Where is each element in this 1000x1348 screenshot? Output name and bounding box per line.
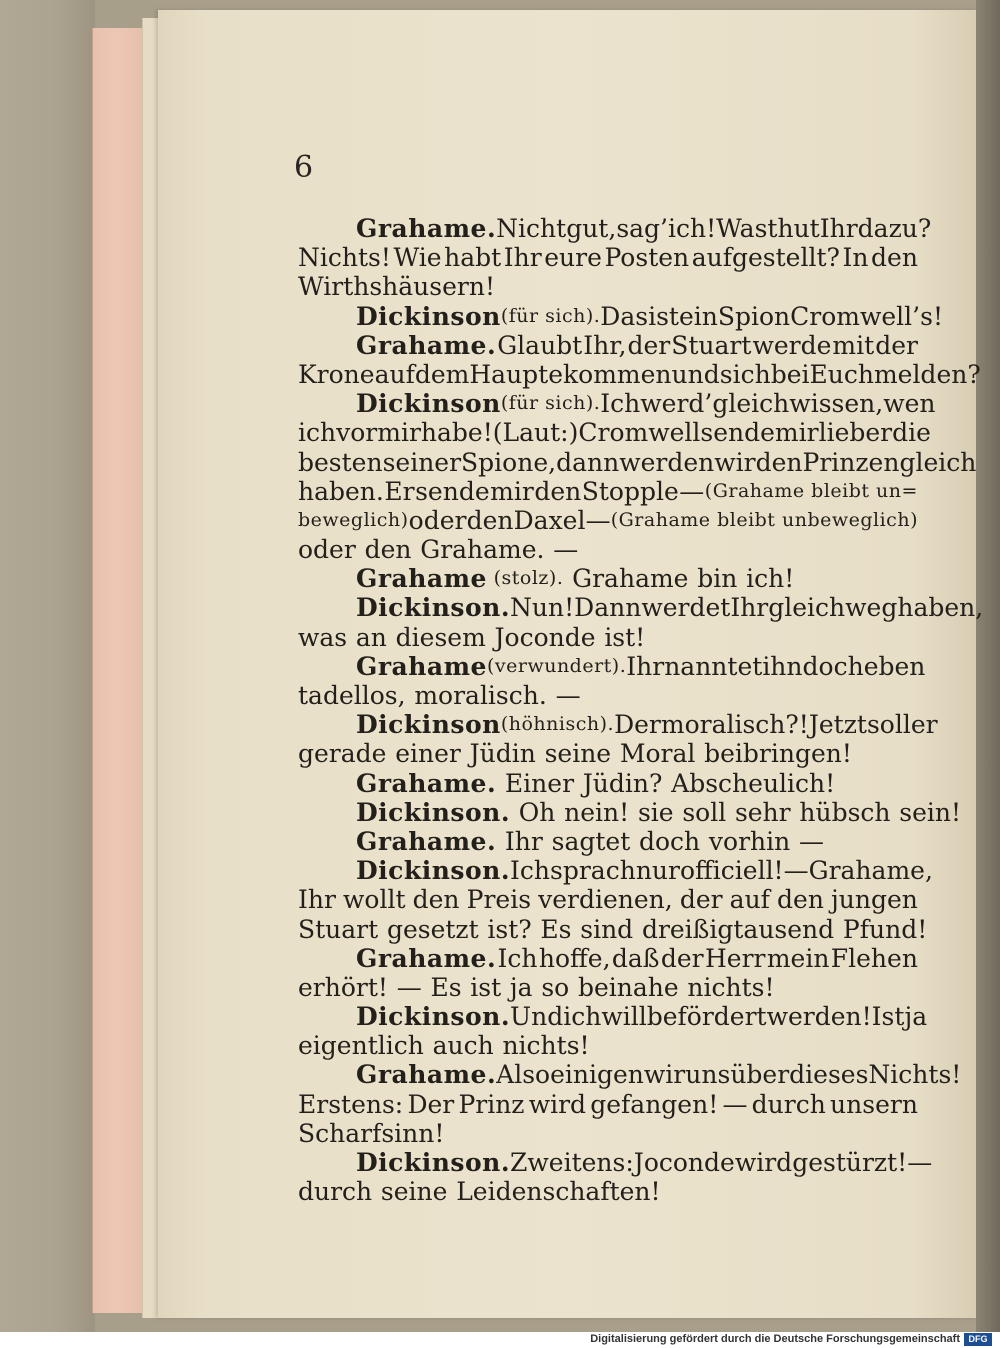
word: habe!: [420, 418, 493, 448]
text-line: [298, 243, 918, 272]
word: gleich: [768, 593, 846, 623]
speaker-name: Dickinson: [356, 301, 501, 331]
text-line: [298, 827, 918, 856]
word: sag’: [616, 214, 668, 243]
text-line: [298, 769, 918, 798]
text-line: [298, 710, 938, 740]
word: den: [755, 447, 803, 477]
word: Ich: [497, 943, 538, 973]
word: Leidenschaften!: [456, 1177, 661, 1207]
word: nanntet: [664, 651, 763, 681]
word: dazu?: [857, 214, 932, 243]
word: Nun!: [510, 593, 575, 623]
speaker-name: Dickinson: [356, 389, 501, 419]
word: dann: [556, 447, 620, 477]
word: Ist: [871, 1002, 905, 1032]
word: nein!: [564, 797, 630, 827]
text-line: [298, 623, 918, 652]
word: Das: [600, 301, 649, 331]
word: Erstens:: [298, 1089, 404, 1119]
word: wen: [883, 389, 936, 419]
word: gleich: [899, 447, 977, 477]
word: auch: [432, 1031, 494, 1061]
word: sende: [700, 418, 775, 448]
speaker-name: Grahame.: [356, 826, 497, 856]
word: kommen: [563, 359, 672, 389]
text-line: [298, 914, 928, 944]
word: gerade: [298, 739, 387, 769]
word: haben.: [298, 476, 384, 506]
word: hoffe,: [538, 943, 611, 973]
stage-direction: (für sich).: [500, 304, 601, 327]
word: den: [777, 885, 824, 915]
word: melden?: [873, 359, 981, 389]
word: Ich: [510, 856, 551, 886]
word: Pfund!: [842, 914, 928, 944]
word: Ihr: [730, 593, 769, 623]
text-line: [298, 651, 926, 681]
word: oder: [408, 505, 467, 535]
word: an: [355, 622, 387, 652]
funding-credit: Digitalisierung gefördert durch die Deutsche Forschungsgemeinschaft: [590, 1333, 960, 1345]
speaker-name: Dickinson.: [356, 1148, 511, 1177]
text-line: [298, 681, 918, 710]
word: Jüdin: [469, 739, 536, 769]
word: Der: [407, 1089, 455, 1119]
word: seine: [380, 1177, 448, 1207]
text-line: [298, 797, 962, 827]
word: den: [412, 885, 460, 915]
word: —: [555, 681, 581, 710]
word: nichts!: [687, 972, 775, 1002]
text-line: [298, 535, 918, 564]
text-line: [298, 944, 918, 973]
word: ein: [678, 301, 718, 331]
text-line: [298, 1119, 918, 1148]
text-line: [298, 389, 936, 419]
word: eure: [544, 243, 602, 273]
word: Grahame.: [420, 535, 545, 565]
word: mir: [377, 418, 421, 448]
text-line: [298, 856, 933, 886]
word: Stuart: [671, 330, 752, 360]
word: —: [396, 972, 422, 1002]
word: verdienen,: [538, 885, 673, 915]
word: gut,: [566, 214, 617, 243]
word: gefangen!: [590, 1089, 719, 1119]
word: officiell!: [679, 856, 784, 886]
word: uns: [685, 1060, 731, 1090]
text-line: [298, 1148, 933, 1177]
word: ja: [509, 972, 533, 1002]
word: Glaubt: [497, 330, 583, 360]
word: sein!: [899, 797, 962, 827]
text-line: [298, 973, 918, 1002]
book-gutter-edge: [976, 0, 1000, 1332]
word: Wie: [393, 243, 442, 273]
word: eigentlich: [298, 1031, 424, 1061]
word: daß: [611, 943, 660, 973]
word: —: [783, 856, 809, 886]
stage-direction: beweglich): [298, 508, 409, 531]
word: befördert: [646, 1002, 767, 1032]
word: sprach: [550, 856, 636, 886]
word: unsern: [830, 1089, 918, 1119]
word: ist!: [604, 622, 646, 652]
word: Spion: [717, 301, 791, 331]
page-number: 6: [294, 150, 314, 185]
word: soll: [682, 797, 727, 827]
word: will: [601, 1002, 647, 1032]
word: moralisch.: [414, 681, 547, 710]
word: Ihr: [626, 651, 665, 681]
word: lieber: [818, 418, 893, 448]
word: Haupte: [469, 359, 564, 389]
word: Cromwell: [578, 418, 701, 448]
word: über: [730, 1060, 790, 1090]
dfg-logo: DFG: [964, 1333, 992, 1346]
word: den: [466, 505, 514, 535]
text-line: [298, 359, 981, 389]
word: auf: [729, 885, 770, 915]
stage-direction: (höhnisch).: [500, 713, 615, 736]
word: Abscheulich!: [671, 768, 836, 798]
word: beinahe: [577, 972, 679, 1002]
word: Es: [430, 972, 462, 1002]
word: Stopple: [581, 476, 679, 506]
word: ist: [648, 301, 679, 331]
word: ihn: [762, 651, 803, 681]
word: ich!: [668, 214, 717, 243]
word: was: [298, 622, 348, 652]
page-text: [298, 214, 984, 1207]
text-line: [298, 272, 918, 301]
stage-direction: (stolz).: [493, 567, 564, 590]
word: doch: [802, 651, 864, 681]
word: beibringen!: [704, 739, 852, 769]
text-line: [298, 1177, 918, 1206]
word: —: [799, 826, 824, 856]
word: aufgestellt?: [691, 243, 840, 273]
word: der: [679, 885, 723, 915]
word: er: [910, 710, 938, 740]
word: Ihr: [504, 826, 543, 856]
word: mir: [774, 418, 819, 448]
word: sagtet: [551, 826, 631, 856]
word: Preis: [466, 885, 532, 915]
word: Grahame,: [808, 856, 933, 886]
word: die: [892, 418, 931, 448]
word: vorhin: [708, 826, 791, 856]
speaker-name: Grahame.: [356, 943, 497, 973]
footer-bar: [0, 1332, 1000, 1348]
text-line: [298, 214, 932, 243]
text-line: [298, 1060, 962, 1090]
word: mir: [490, 476, 534, 506]
word: (Laut:): [492, 418, 579, 448]
word: eben: [863, 651, 926, 681]
word: Also: [496, 1060, 551, 1090]
word: gesetzt: [386, 914, 479, 944]
word: seine: [544, 739, 612, 769]
word: —: [585, 505, 611, 535]
word: einer: [395, 739, 461, 769]
word: den: [364, 535, 412, 565]
word: Stuart: [298, 914, 379, 944]
word: Herr: [704, 943, 766, 973]
text-line: [298, 593, 984, 623]
word: Und: [510, 1002, 564, 1032]
word: auf: [374, 359, 415, 389]
word: gleich: [712, 389, 790, 419]
speaker-name: Grahame: [356, 564, 487, 594]
word: ist?: [487, 914, 532, 944]
word: ja: [904, 1002, 928, 1032]
word: Was: [716, 214, 768, 243]
speaker-name: Dickinson.: [356, 1002, 511, 1032]
word: dreißigtausend: [641, 914, 835, 944]
word: Oh: [518, 797, 556, 827]
word: soll: [866, 710, 911, 740]
speaker-name: Dickinson.: [356, 856, 511, 886]
word: Jetzt: [808, 710, 867, 740]
word: durch: [751, 1089, 826, 1119]
text-line: [298, 1090, 918, 1119]
word: vor: [336, 418, 378, 448]
word: dieses: [789, 1060, 869, 1090]
text-line: [298, 447, 977, 477]
word: Einer: [504, 768, 575, 798]
text-line: [298, 418, 931, 448]
text-line: [298, 1031, 918, 1060]
word: nur: [635, 856, 680, 886]
stage-direction: (Grahame bleibt un=: [704, 479, 918, 502]
word: Der: [614, 710, 661, 740]
word: habt: [444, 243, 502, 273]
word: so: [541, 972, 570, 1002]
text-line: [298, 1002, 928, 1032]
word: Ihr,: [583, 330, 627, 360]
word: werde: [752, 330, 832, 360]
word: bin: [697, 564, 738, 594]
word: Ihr: [298, 885, 336, 915]
word: sie: [637, 797, 674, 827]
text-line: [298, 331, 918, 360]
word: —: [907, 1148, 933, 1177]
word: der: [627, 330, 671, 360]
word: dem: [414, 359, 470, 389]
speaker-name: Grahame: [356, 651, 487, 681]
word: wird: [734, 1148, 793, 1177]
word: Moral: [619, 739, 696, 769]
word: besten: [298, 447, 383, 477]
word: thut: [767, 214, 820, 243]
speaker-name: Grahame.: [356, 768, 497, 798]
word: Grahame: [572, 564, 689, 594]
text-line: [298, 506, 918, 535]
word: sich: [719, 359, 771, 389]
word: Scharfsinn!: [298, 1118, 445, 1148]
word: bei: [770, 359, 810, 389]
word: Es: [540, 914, 572, 944]
word: Nichts!: [298, 243, 391, 273]
word: werd’: [640, 389, 713, 419]
word: Ihr: [819, 214, 858, 243]
word: mein: [766, 943, 830, 973]
word: der: [875, 330, 918, 360]
book-cover-board: [0, 0, 95, 1332]
word: —: [679, 476, 705, 506]
speaker-name: Dickinson: [356, 710, 501, 740]
text-line: [298, 564, 918, 593]
word: Wirthshäusern!: [298, 272, 496, 302]
word: moralisch?!: [660, 710, 809, 740]
word: wird: [528, 1089, 587, 1119]
word: gestürzt!: [792, 1148, 908, 1177]
speaker-name: Grahame.: [356, 214, 497, 243]
word: Cromwell’s!: [790, 301, 943, 331]
speaker-name: Grahame.: [356, 1060, 497, 1090]
word: Posten: [604, 243, 690, 273]
word: Spione,: [461, 447, 557, 477]
word: wissen,: [789, 389, 884, 419]
word: werdet: [641, 593, 731, 623]
speaker-name: Grahame.: [356, 330, 497, 360]
word: Ich: [600, 389, 641, 419]
word: einigen: [550, 1060, 644, 1090]
word: durch: [298, 1177, 373, 1207]
word: wollt: [343, 885, 406, 915]
word: oder: [298, 535, 356, 565]
word: Prinz: [458, 1089, 525, 1119]
word: Euch: [809, 359, 874, 389]
stage-direction: (verwundert).: [486, 654, 627, 677]
word: ich: [298, 418, 337, 448]
stage-direction: (für sich).: [500, 392, 601, 415]
stage-direction: (Grahame bleibt unbeweglich): [610, 508, 918, 531]
speaker-name: Dickinson.: [356, 797, 511, 827]
word: —: [553, 535, 579, 565]
word: hübsch: [799, 797, 891, 827]
word: Joconde: [633, 1148, 735, 1177]
text-line: [298, 477, 918, 506]
word: Jüdin?: [582, 768, 663, 798]
word: doch: [639, 826, 701, 856]
word: Krone: [298, 359, 375, 389]
word: seiner: [382, 447, 462, 477]
word: Nicht: [496, 214, 567, 243]
text-line: [298, 739, 918, 768]
speaker-name: Dickinson.: [356, 593, 511, 623]
word: der: [660, 943, 704, 973]
word: erhört!: [298, 972, 388, 1002]
word: diesem: [395, 622, 486, 652]
text-line: [298, 885, 918, 914]
word: wir: [643, 1060, 686, 1090]
word: sind: [580, 914, 634, 944]
word: Daxel: [513, 505, 586, 535]
word: Er: [384, 476, 415, 506]
word: In: [842, 243, 869, 273]
word: jungen: [831, 885, 918, 915]
word: ist: [470, 972, 502, 1002]
word: Joconde: [494, 622, 596, 652]
word: wir: [714, 447, 756, 477]
word: —: [722, 1089, 748, 1119]
word: tadellos,: [298, 681, 406, 710]
word: sehr: [734, 797, 791, 827]
word: Prinzen: [802, 447, 900, 477]
word: sende: [415, 476, 490, 506]
word: weghaben,: [845, 593, 984, 623]
word: Nichts!: [868, 1060, 962, 1090]
word: den: [871, 243, 918, 273]
word: werden: [619, 447, 715, 477]
word: ich!: [746, 564, 795, 594]
text-line: [298, 301, 943, 331]
word: nichts!: [502, 1031, 590, 1061]
word: Zweitens:: [510, 1148, 634, 1177]
word: den: [534, 476, 582, 506]
word: Ihr: [503, 243, 542, 273]
word: werden!: [766, 1002, 872, 1032]
word: und: [671, 359, 720, 389]
word: mit: [832, 330, 875, 360]
word: Flehen: [830, 943, 918, 973]
word: Dann: [574, 593, 642, 623]
word: ich: [563, 1002, 602, 1032]
